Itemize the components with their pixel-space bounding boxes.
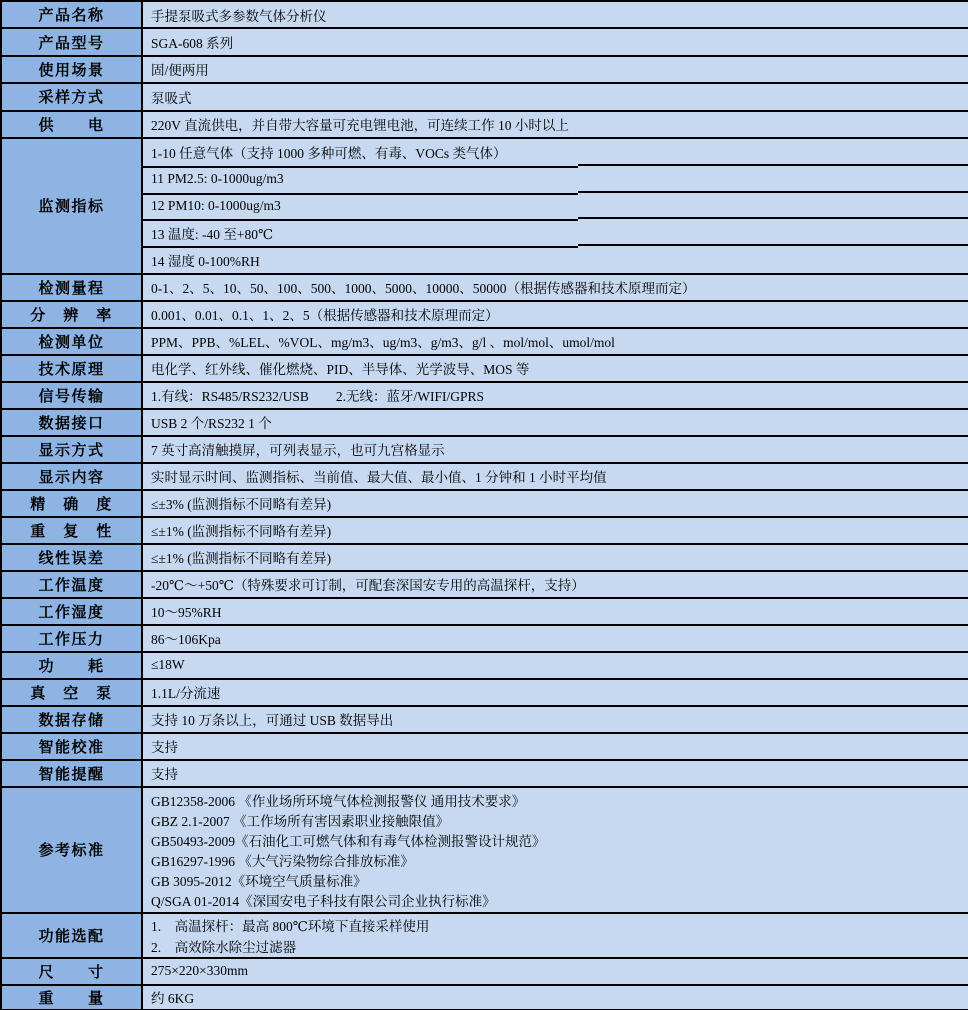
row-label: 工作湿度 — [2, 599, 143, 624]
row-value: 0.001、0.01、0.1、1、2、5（根据传感器和技术原理而定） — [143, 302, 968, 327]
row-label: 信号传输 — [2, 383, 143, 408]
standard-line: Q/SGA 01-2014《深国安电子科技有限公司企业执行标准》 — [151, 893, 496, 909]
row-label: 产品名称 — [2, 2, 143, 27]
row-label: 显示内容 — [2, 464, 143, 489]
row-value: 86～106Kpa — [143, 626, 968, 651]
option-line: 1. 高温探杆：最高 800℃环境下直接采样使用 — [151, 919, 430, 935]
row-label: 精 确 度 — [2, 491, 143, 516]
row-value: 固/便两用 — [143, 57, 968, 82]
row-value: 275×220×330mm — [143, 959, 968, 984]
row-label: 重 复 性 — [2, 518, 143, 543]
table-row-smart-calibration — [2, 734, 968, 761]
row-value-group — [143, 139, 968, 273]
table-row-linearity-error — [2, 545, 968, 572]
table-row-signal-transmission — [2, 383, 968, 410]
row-label: 尺 寸 — [2, 959, 143, 984]
row-label: 参考标准 — [2, 788, 143, 912]
table-row-product-name — [2, 2, 968, 29]
table-row-reference-standards — [2, 788, 968, 914]
row-value: 支持 — [143, 761, 968, 786]
row-value: PPM、PPB、%LEL、%VOL、mg/m3、ug/m3、g/m3、g/l 、mol/mol、umol/mol — [143, 329, 968, 354]
row-label: 显示方式 — [2, 437, 143, 462]
row-value: 220V 直流供电，并自带大容量可充电锂电池，可连续工作 10 小时以上 — [143, 112, 968, 137]
row-value: ≤±1% (监测指标不同略有差异) — [143, 518, 968, 543]
row-label: 分 辨 率 — [2, 302, 143, 327]
standard-line: GBZ 2.1-2007 《工作场所有害因素职业接触限值》 — [151, 813, 450, 829]
row-value: 10～95%RH — [143, 599, 968, 624]
standard-line: GB50493-2009《石油化工可燃气体和有毒气体检测报警设计规范》 — [151, 833, 546, 849]
row-label: 功 耗 — [2, 653, 143, 678]
table-row-weight — [2, 986, 968, 1009]
row-value: 泵吸式 — [143, 84, 968, 109]
row-label: 技术原理 — [2, 356, 143, 381]
row-value: 手提泵吸式多参数气体分析仪 — [143, 2, 968, 27]
row-value: ≤±1% (监测指标不同略有差异) — [143, 545, 968, 570]
row-label: 智能提醒 — [2, 761, 143, 786]
table-row-data-storage — [2, 707, 968, 734]
row-value: ≤18W — [143, 653, 968, 678]
table-row-model — [2, 29, 968, 56]
table-row-data-interface — [2, 410, 968, 437]
row-label: 产品型号 — [2, 29, 143, 54]
table-row-detection-unit — [2, 329, 968, 356]
table-row-working-temperature — [2, 572, 968, 599]
row-value: 约 6KG — [143, 986, 968, 1009]
row-value: 实时显示时间、监测指标、当前值、最大值、最小值、1 分钟和 1 小时平均值 — [143, 464, 968, 489]
row-label: 真 空 泵 — [2, 680, 143, 705]
table-row-monitor-indicators — [2, 139, 968, 275]
row-label: 智能校准 — [2, 734, 143, 759]
table-row-power-supply — [2, 112, 968, 139]
row-label: 监测指标 — [2, 139, 143, 273]
row-label: 线性误差 — [2, 545, 143, 570]
table-row-accuracy — [2, 491, 968, 518]
row-value: 1.1L/分流速 — [143, 680, 968, 705]
table-row-smart-reminder — [2, 761, 968, 788]
row-label: 使用场景 — [2, 57, 143, 82]
row-label: 供 电 — [2, 112, 143, 137]
row-value: 电化学、红外线、催化燃烧、PID、半导体、光学波导、MOS 等 — [143, 356, 968, 381]
row-value: -20℃～+50℃（特殊要求可订制，可配套深国安专用的高温探杆，支持） — [143, 572, 968, 597]
table-row-detection-range — [2, 275, 968, 302]
table-row-working-pressure — [2, 626, 968, 653]
option-line: 2. 高效除水除尘过滤器 — [151, 939, 297, 955]
row-label: 功能选配 — [2, 914, 143, 957]
monitor-subrow: 12 PM10: 0-1000ug/m3 — [143, 193, 968, 220]
table-row-repeatability — [2, 518, 968, 545]
monitor-subrow: 13 温度: -40 至+80℃ — [143, 219, 968, 246]
row-value-group — [143, 788, 968, 912]
row-value: 7 英寸高清触摸屏，可列表显示，也可九宫格显示 — [143, 437, 968, 462]
table-row-sampling-method — [2, 84, 968, 111]
row-label: 数据接口 — [2, 410, 143, 435]
monitor-subrow: 14 湿度 0-100%RH — [151, 253, 260, 269]
row-value-group — [143, 914, 968, 957]
row-value: 1.有线：RS485/RS232/USB 2.无线：蓝牙/WIFI/GPRS — [143, 383, 968, 408]
table-row-working-humidity — [2, 599, 968, 626]
row-value: 支持 10 万条以上，可通过 USB 数据导出 — [143, 707, 968, 732]
table-row-technical-principle — [2, 356, 968, 383]
row-label: 检测量程 — [2, 275, 143, 300]
table-row-power-consumption — [2, 653, 968, 680]
row-label: 检测单位 — [2, 329, 143, 354]
standard-line: GB16297-1996 《大气污染物综合排放标准》 — [151, 853, 414, 869]
table-row-dimensions — [2, 959, 968, 986]
table-row-resolution — [2, 302, 968, 329]
row-label: 数据存储 — [2, 707, 143, 732]
row-value: SGA-608 系列 — [143, 29, 968, 54]
table-row-display-content — [2, 464, 968, 491]
row-label: 工作温度 — [2, 572, 143, 597]
standard-line: GB12358-2006 《作业场所环境气体检测报警仪 通用技术要求》 — [151, 793, 526, 809]
table-row-display-mode — [2, 437, 968, 464]
row-label: 工作压力 — [2, 626, 143, 651]
row-label: 采样方式 — [2, 84, 143, 109]
row-value: USB 2 个/RS232 1 个 — [143, 410, 968, 435]
row-value: ≤±3% (监测指标不同略有差异) — [143, 491, 968, 516]
monitor-subrow: 11 PM2.5: 0-1000ug/m3 — [143, 166, 968, 193]
standard-line: GB 3095-2012《环境空气质量标准》 — [151, 873, 367, 889]
row-label: 重 量 — [2, 986, 143, 1009]
table-row-optional-features — [2, 914, 968, 959]
monitor-subrow: 1-10 任意气体（支持 1000 多种可燃、有毒、VOCs 类气体） — [143, 139, 968, 166]
table-row-usage-scene — [2, 57, 968, 84]
row-value: 支持 — [143, 734, 968, 759]
table-row-vacuum-pump — [2, 680, 968, 707]
row-value: 0-1、2、5、10、50、100、500、1000、5000、10000、50000（根据传感器和技术原理而定） — [143, 275, 968, 300]
